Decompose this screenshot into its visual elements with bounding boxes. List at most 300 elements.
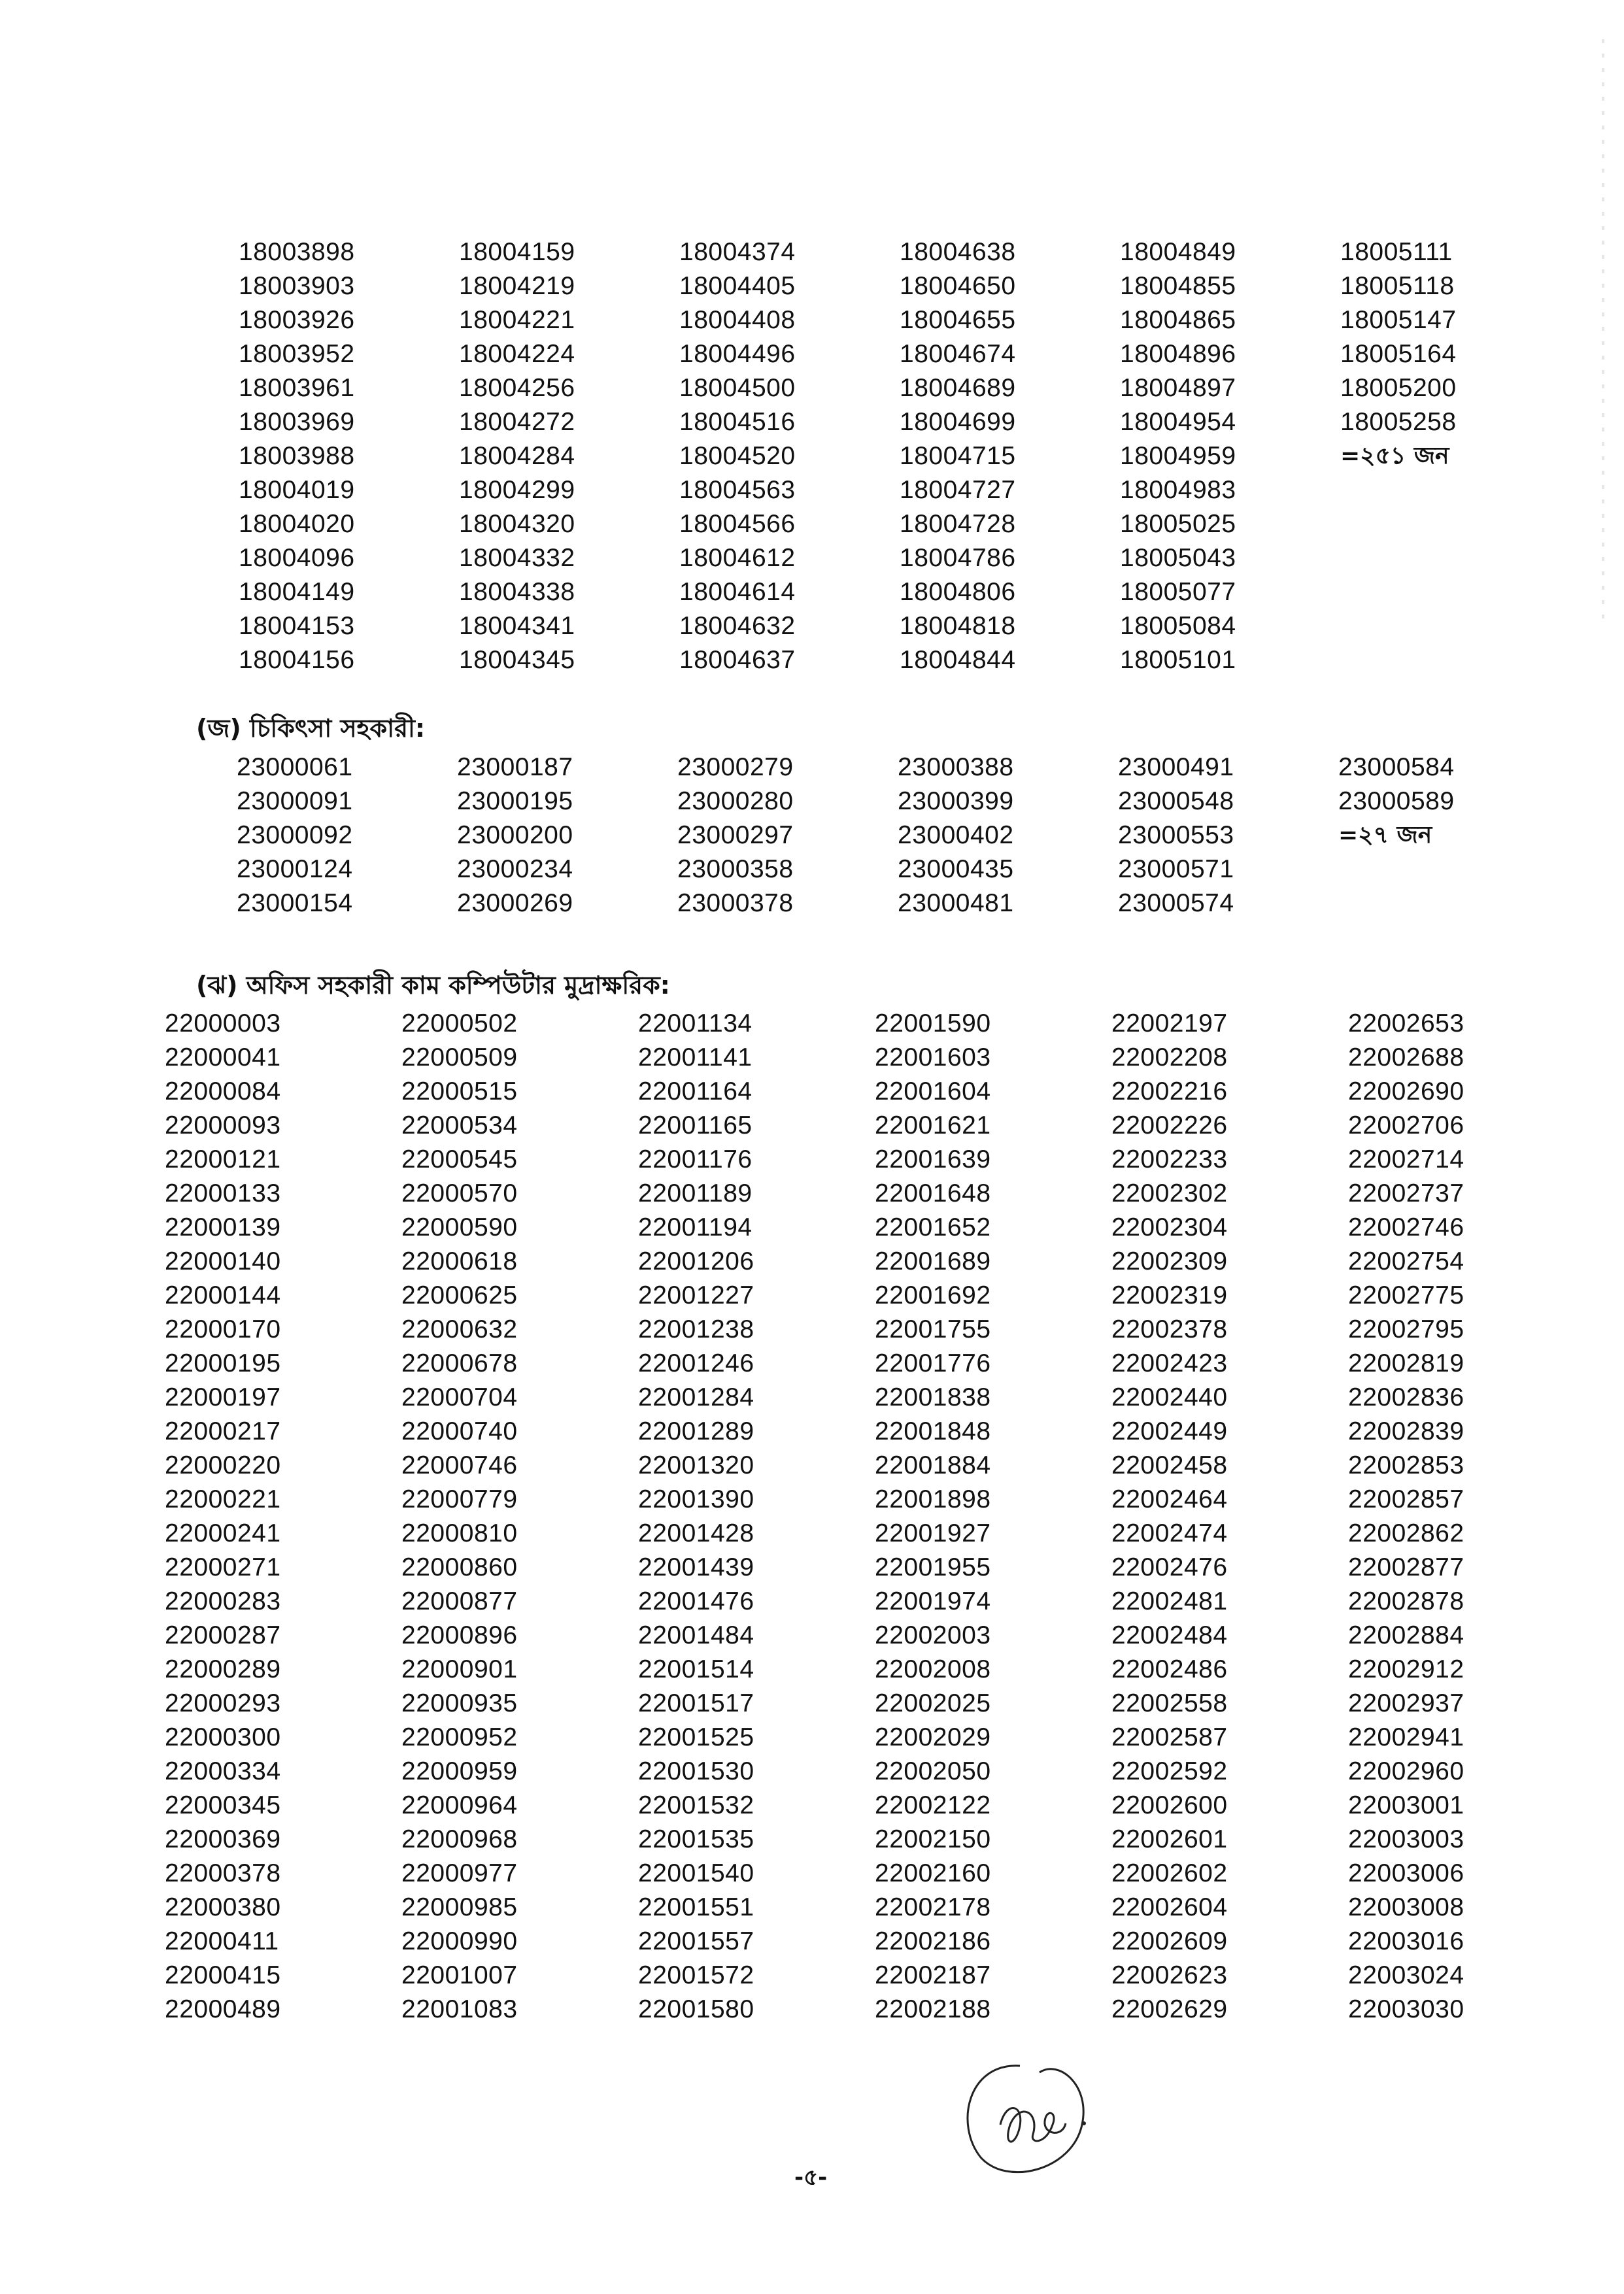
roll-number: 22002937 [1348, 1689, 1464, 1717]
roll-number: 22000411 [165, 1927, 279, 1955]
roll-number: 18004786 [900, 544, 1016, 572]
roll-number: 22001390 [638, 1485, 754, 1513]
roll-number: 22000952 [401, 1723, 518, 1751]
roll-number: 18004096 [239, 544, 355, 572]
roll-number: 22000139 [165, 1213, 281, 1241]
roll-number: 23000435 [898, 855, 1014, 883]
roll-number: 18004849 [1120, 238, 1236, 266]
roll-number: 22002775 [1348, 1281, 1464, 1309]
roll-number: 22002476 [1111, 1553, 1228, 1581]
roll-number: 22001590 [875, 1009, 991, 1037]
roll-number: 22001165 [638, 1111, 753, 1139]
roll-column [1118, 751, 1338, 920]
roll-number: 18004715 [900, 442, 1016, 470]
roll-number: 23000388 [898, 753, 1014, 781]
roll-number: 22001439 [638, 1553, 754, 1581]
roll-number: 18005118 [1340, 272, 1455, 300]
roll-number: 22003008 [1348, 1893, 1464, 1921]
roll-number: 22002029 [875, 1723, 991, 1751]
roll-number: 22002150 [875, 1825, 991, 1853]
roll-number: 18004019 [239, 476, 355, 504]
roll-number: 18004637 [679, 646, 796, 674]
roll-number: 18004341 [459, 612, 575, 640]
roll-number: 22003024 [1348, 1961, 1464, 1989]
roll-number: 18005025 [1120, 510, 1236, 538]
roll-number: 18004332 [459, 544, 575, 572]
roll-number: 23000491 [1118, 753, 1234, 781]
roll-number: 22000625 [401, 1281, 518, 1309]
roll-number: 22002484 [1111, 1621, 1228, 1649]
roll-number: 22002754 [1348, 1247, 1464, 1275]
roll-number: 22001320 [638, 1451, 754, 1479]
roll-number: 22001206 [638, 1247, 754, 1275]
roll-number: 22002706 [1348, 1111, 1464, 1139]
roll-number: 18004219 [459, 272, 575, 300]
roll-number: 18004566 [679, 510, 796, 538]
roll-number: 22000271 [165, 1553, 281, 1581]
roll-number: 22002481 [1111, 1587, 1228, 1615]
roll-number: 18004020 [239, 510, 355, 538]
roll-column [1338, 751, 1495, 920]
roll-number: 22000195 [165, 1349, 281, 1377]
roll-number: 23000234 [457, 855, 573, 883]
roll-column [677, 751, 898, 920]
roll-number: 18003952 [239, 340, 355, 368]
roll-number: 18004818 [900, 612, 1016, 640]
roll-number: 22001639 [875, 1145, 991, 1173]
roll-number: 22000133 [165, 1179, 281, 1207]
roll-number: 18005164 [1340, 340, 1457, 368]
roll-number: 22000545 [401, 1145, 518, 1173]
roll-column [638, 1007, 875, 2027]
roll-number: 22002226 [1111, 1111, 1228, 1139]
roll-number: 22000935 [401, 1689, 518, 1717]
roll-number: 22000959 [401, 1757, 518, 1785]
roll-number: 22003006 [1348, 1859, 1464, 1887]
roll-number: 22000300 [165, 1723, 281, 1751]
roll-number: 22002878 [1348, 1587, 1464, 1615]
roll-number: 22002836 [1348, 1383, 1464, 1411]
roll-number: 18003961 [239, 374, 355, 402]
roll-number: 22002197 [1111, 1009, 1228, 1037]
roll-number: 18004500 [679, 374, 796, 402]
roll-number: 23000358 [677, 855, 794, 883]
roll-number: 22000345 [165, 1791, 281, 1819]
roll-number: 22002003 [875, 1621, 991, 1649]
roll-number: 23000280 [677, 787, 794, 815]
roll-number: 22002629 [1111, 1995, 1228, 2023]
signature-mark [941, 2046, 1111, 2177]
roll-number: 18004272 [459, 408, 575, 436]
roll-number: 18004612 [679, 544, 796, 572]
roll-number: 22003030 [1348, 1995, 1464, 2023]
roll-number: 22000221 [165, 1485, 281, 1513]
roll-number: 22003001 [1348, 1791, 1464, 1819]
roll-number: 22001838 [875, 1383, 991, 1411]
roll-number: 22000197 [165, 1383, 281, 1411]
roll-column [875, 1007, 1111, 2027]
roll-number: 22000334 [165, 1757, 281, 1785]
roll-number: 22000140 [165, 1247, 281, 1275]
roll-number: 22001514 [638, 1655, 754, 1683]
roll-number: 22001428 [638, 1519, 754, 1547]
roll-number: 22002178 [875, 1893, 991, 1921]
roll-number: 22000779 [401, 1485, 518, 1513]
roll-number: 18004299 [459, 476, 575, 504]
roll-number: 18005111 [1340, 238, 1453, 266]
roll-number: 22000217 [165, 1417, 281, 1445]
roll-number: 22000964 [401, 1791, 518, 1819]
roll-number: 22002216 [1111, 1077, 1228, 1105]
roll-number: 22002884 [1348, 1621, 1464, 1649]
roll-number: 23000571 [1118, 855, 1234, 883]
roll-number: 22000380 [165, 1893, 281, 1921]
roll-number: 22000121 [165, 1145, 281, 1173]
roll-number: 22001525 [638, 1723, 754, 1751]
roll-number: 22002690 [1348, 1077, 1464, 1105]
roll-number: 22001848 [875, 1417, 991, 1445]
roll-number: 18005258 [1340, 408, 1457, 436]
roll-column [165, 1007, 401, 2027]
roll-number: 22002839 [1348, 1417, 1464, 1445]
roll-number: 18003926 [239, 306, 355, 334]
roll-number: 18003898 [239, 238, 355, 266]
roll-number: 18004689 [900, 374, 1016, 402]
roll-number: 18004959 [1120, 442, 1236, 470]
roll-number: 23000548 [1118, 787, 1234, 815]
total-count: =২৭ জন [1338, 822, 1432, 849]
roll-number: 22000041 [165, 1043, 281, 1071]
roll-list-medical-assistant [237, 751, 1495, 920]
roll-number: 22002941 [1348, 1723, 1464, 1751]
roll-list-continued [239, 235, 1497, 677]
roll-number: 22002600 [1111, 1791, 1228, 1819]
roll-number: 22000977 [401, 1859, 518, 1887]
roll-number: 22001540 [638, 1859, 754, 1887]
roll-column [900, 235, 1120, 677]
roll-column [1340, 235, 1497, 677]
roll-number: 23000589 [1338, 787, 1455, 815]
roll-number: 22000289 [165, 1655, 281, 1683]
roll-number: 22002853 [1348, 1451, 1464, 1479]
roll-number: 22001604 [875, 1077, 991, 1105]
roll-number: 22000901 [401, 1655, 518, 1683]
roll-number: 22001007 [401, 1961, 518, 1989]
roll-number: 22002304 [1111, 1213, 1228, 1241]
roll-number: 22002912 [1348, 1655, 1464, 1683]
roll-number: 18004727 [900, 476, 1016, 504]
roll-number: 18004638 [900, 238, 1016, 266]
roll-number: 23000553 [1118, 821, 1234, 849]
roll-number: 22002378 [1111, 1315, 1228, 1343]
roll-number: 22000489 [165, 1995, 281, 2023]
roll-number: 23000481 [898, 889, 1014, 917]
roll-column [1348, 1007, 1505, 2027]
page-number: -৫- [794, 2165, 828, 2191]
roll-number: 23000195 [457, 787, 573, 815]
roll-number: 22001580 [638, 1995, 754, 2023]
roll-number: 22000618 [401, 1247, 518, 1275]
roll-number: 22002623 [1111, 1961, 1228, 1989]
roll-number: 23000269 [457, 889, 573, 917]
roll-number: 23000378 [677, 889, 794, 917]
roll-number: 22002464 [1111, 1485, 1228, 1513]
roll-number: 18004674 [900, 340, 1016, 368]
roll-number: 22000378 [165, 1859, 281, 1887]
total-count: =২৫১ জন [1340, 443, 1449, 469]
roll-number: 18004345 [459, 646, 575, 674]
roll-number: 18004897 [1120, 374, 1236, 402]
roll-number: 22002587 [1111, 1723, 1228, 1751]
roll-number: 22000241 [165, 1519, 281, 1547]
roll-number: 22001238 [638, 1315, 754, 1343]
roll-number: 18004954 [1120, 408, 1236, 436]
roll-number: 22001176 [638, 1145, 753, 1173]
roll-number: 22001134 [638, 1009, 753, 1037]
roll-number: 22000704 [401, 1383, 518, 1411]
roll-number: 18004408 [679, 306, 796, 334]
roll-number: 18005147 [1340, 306, 1457, 334]
roll-number: 22001284 [638, 1383, 754, 1411]
roll-number: 22002008 [875, 1655, 991, 1683]
roll-number: 22000746 [401, 1451, 518, 1479]
roll-number: 23000061 [237, 753, 353, 781]
roll-number: 22002160 [875, 1859, 991, 1887]
roll-number: 22001484 [638, 1621, 754, 1649]
roll-number: 22001476 [638, 1587, 754, 1615]
roll-number: 18004728 [900, 510, 1016, 538]
roll-number: 22001189 [638, 1179, 753, 1207]
roll-number: 22002440 [1111, 1383, 1228, 1411]
roll-number: 18004632 [679, 612, 796, 640]
roll-number: 22000877 [401, 1587, 518, 1615]
roll-list-office-assistant [165, 1007, 1505, 2027]
roll-number: 22001648 [875, 1179, 991, 1207]
roll-number: 22000003 [165, 1009, 281, 1037]
roll-column [401, 1007, 638, 2027]
roll-number: 22001289 [638, 1417, 754, 1445]
roll-number: 18003988 [239, 442, 355, 470]
roll-number: 18004865 [1120, 306, 1236, 334]
roll-number: 18004149 [239, 578, 355, 606]
roll-number: 22000678 [401, 1349, 518, 1377]
roll-number: 18004156 [239, 646, 355, 674]
roll-number: 22001227 [638, 1281, 754, 1309]
roll-number: 22000810 [401, 1519, 518, 1547]
roll-number: 22002187 [875, 1961, 991, 1989]
roll-number: 18004221 [459, 306, 575, 334]
roll-number: 22001164 [638, 1077, 753, 1105]
roll-number: 18003903 [239, 272, 355, 300]
roll-number: 22000590 [401, 1213, 518, 1241]
roll-number: 22000287 [165, 1621, 281, 1649]
roll-number: 22000534 [401, 1111, 518, 1139]
roll-number: 22002877 [1348, 1553, 1464, 1581]
roll-number: 23000399 [898, 787, 1014, 815]
roll-number: 22002233 [1111, 1145, 1228, 1173]
roll-number: 22002602 [1111, 1859, 1228, 1887]
roll-number: 23000091 [237, 787, 353, 815]
roll-number: 18004563 [679, 476, 796, 504]
roll-number: 18005084 [1120, 612, 1236, 640]
roll-number: 18005200 [1340, 374, 1457, 402]
roll-number: 22002653 [1348, 1009, 1464, 1037]
roll-number: 22002795 [1348, 1315, 1464, 1343]
roll-number: 22001246 [638, 1349, 754, 1377]
roll-number: 22001974 [875, 1587, 991, 1615]
roll-number: 22000860 [401, 1553, 518, 1581]
roll-number: 23000279 [677, 753, 794, 781]
roll-column [1120, 235, 1340, 677]
roll-number: 22002601 [1111, 1825, 1228, 1853]
roll-number: 22002746 [1348, 1213, 1464, 1241]
roll-number: 18004374 [679, 238, 796, 266]
roll-number: 18004655 [900, 306, 1016, 334]
roll-number: 18004806 [900, 578, 1016, 606]
roll-number: 23000092 [237, 821, 353, 849]
roll-number: 18004516 [679, 408, 796, 436]
roll-number: 22002423 [1111, 1349, 1228, 1377]
roll-number: 22001551 [638, 1893, 754, 1921]
roll-number: 23000402 [898, 821, 1014, 849]
roll-number: 22001530 [638, 1757, 754, 1785]
roll-number: 18004338 [459, 578, 575, 606]
roll-number: 22001652 [875, 1213, 991, 1241]
roll-number: 18003969 [239, 408, 355, 436]
roll-number: 22000369 [165, 1825, 281, 1853]
roll-number: 22002558 [1111, 1689, 1228, 1717]
roll-number: 22001194 [638, 1213, 753, 1241]
roll-number: 22000144 [165, 1281, 281, 1309]
roll-number: 23000154 [237, 889, 353, 917]
roll-number: 22000740 [401, 1417, 518, 1445]
roll-number: 22002486 [1111, 1655, 1228, 1683]
roll-number: 18004896 [1120, 340, 1236, 368]
roll-number: 18004844 [900, 646, 1016, 674]
roll-number: 18004224 [459, 340, 575, 368]
roll-number: 18004520 [679, 442, 796, 470]
roll-number: 22003016 [1348, 1927, 1464, 1955]
roll-number: 22000093 [165, 1111, 281, 1139]
roll-number: 22001572 [638, 1961, 754, 1989]
roll-number: 18004405 [679, 272, 796, 300]
roll-column [679, 235, 900, 677]
roll-number: 22000515 [401, 1077, 518, 1105]
roll-number: 22001755 [875, 1315, 991, 1343]
roll-number: 23000200 [457, 821, 573, 849]
roll-column [1111, 1007, 1348, 2027]
roll-number: 22001955 [875, 1553, 991, 1581]
roll-number: 18005077 [1120, 578, 1236, 606]
roll-number: 22002857 [1348, 1485, 1464, 1513]
roll-number: 22000990 [401, 1927, 518, 1955]
roll-number: 22002604 [1111, 1893, 1228, 1921]
roll-number: 22000570 [401, 1179, 518, 1207]
roll-number: 22002319 [1111, 1281, 1228, 1309]
roll-number: 22000415 [165, 1961, 281, 1989]
roll-column [459, 235, 679, 677]
roll-number: 22000220 [165, 1451, 281, 1479]
roll-number: 22001776 [875, 1349, 991, 1377]
roll-number: 22002122 [875, 1791, 991, 1819]
roll-column [239, 235, 459, 677]
roll-number: 22002208 [1111, 1043, 1228, 1071]
roll-number: 22002737 [1348, 1179, 1464, 1207]
roll-number: 22002609 [1111, 1927, 1228, 1955]
scan-edge-marks [1602, 39, 1604, 628]
roll-number: 22002458 [1111, 1451, 1228, 1479]
section-heading-office-assistant: (ঝ) অফিস সহকারী কাম কম্পিউটার মুদ্রাক্ষরিক: [196, 971, 670, 1000]
roll-number: 22002819 [1348, 1349, 1464, 1377]
roll-number: 22000985 [401, 1893, 518, 1921]
roll-number: 18004153 [239, 612, 355, 640]
roll-number: 22002688 [1348, 1043, 1464, 1071]
roll-number: 18004855 [1120, 272, 1236, 300]
roll-number: 22002862 [1348, 1519, 1464, 1547]
roll-number: 22002309 [1111, 1247, 1228, 1275]
roll-number: 18004650 [900, 272, 1016, 300]
roll-number: 22002302 [1111, 1179, 1228, 1207]
roll-number: 18004256 [459, 374, 575, 402]
roll-number: 23000297 [677, 821, 794, 849]
roll-number: 22000283 [165, 1587, 281, 1615]
roll-number: 22000293 [165, 1689, 281, 1717]
roll-number: 22001927 [875, 1519, 991, 1547]
roll-number: 22002188 [875, 1995, 991, 2023]
roll-number: 22001532 [638, 1791, 754, 1819]
roll-number: 22000896 [401, 1621, 518, 1649]
roll-number: 22001535 [638, 1825, 754, 1853]
roll-number: 22002449 [1111, 1417, 1228, 1445]
section-heading-medical-assistant: (জ) চিকিৎসা সহকারী: [196, 714, 426, 743]
roll-number: 22002050 [875, 1757, 991, 1785]
roll-number: 22001689 [875, 1247, 991, 1275]
roll-number: 18004983 [1120, 476, 1236, 504]
roll-column [457, 751, 677, 920]
roll-number: 22001557 [638, 1927, 754, 1955]
roll-number: 22001603 [875, 1043, 991, 1071]
roll-number: 18004614 [679, 578, 796, 606]
roll-number: 22002474 [1111, 1519, 1228, 1547]
roll-number: 22003003 [1348, 1825, 1464, 1853]
roll-number: 22002960 [1348, 1757, 1464, 1785]
roll-number: 18004320 [459, 510, 575, 538]
roll-number: 23000124 [237, 855, 353, 883]
roll-number: 18004699 [900, 408, 1016, 436]
roll-number: 22001898 [875, 1485, 991, 1513]
roll-number: 18005043 [1120, 544, 1236, 572]
roll-number: 22002186 [875, 1927, 991, 1955]
roll-column [237, 751, 457, 920]
roll-number: 22001083 [401, 1995, 518, 2023]
roll-number: 18004284 [459, 442, 575, 470]
roll-number: 22001621 [875, 1111, 991, 1139]
roll-number: 18005101 [1120, 646, 1236, 674]
roll-number: 22000084 [165, 1077, 281, 1105]
roll-number: 23000584 [1338, 753, 1455, 781]
roll-number: 22002025 [875, 1689, 991, 1717]
roll-number: 22001692 [875, 1281, 991, 1309]
roll-number: 22000502 [401, 1009, 518, 1037]
roll-number: 22001141 [638, 1043, 753, 1071]
roll-number: 22000632 [401, 1315, 518, 1343]
roll-number: 23000187 [457, 753, 573, 781]
roll-number: 22002714 [1348, 1145, 1464, 1173]
roll-number: 22000170 [165, 1315, 281, 1343]
roll-number: 22001884 [875, 1451, 991, 1479]
roll-number: 23000574 [1118, 889, 1234, 917]
roll-number: 22001517 [638, 1689, 754, 1717]
